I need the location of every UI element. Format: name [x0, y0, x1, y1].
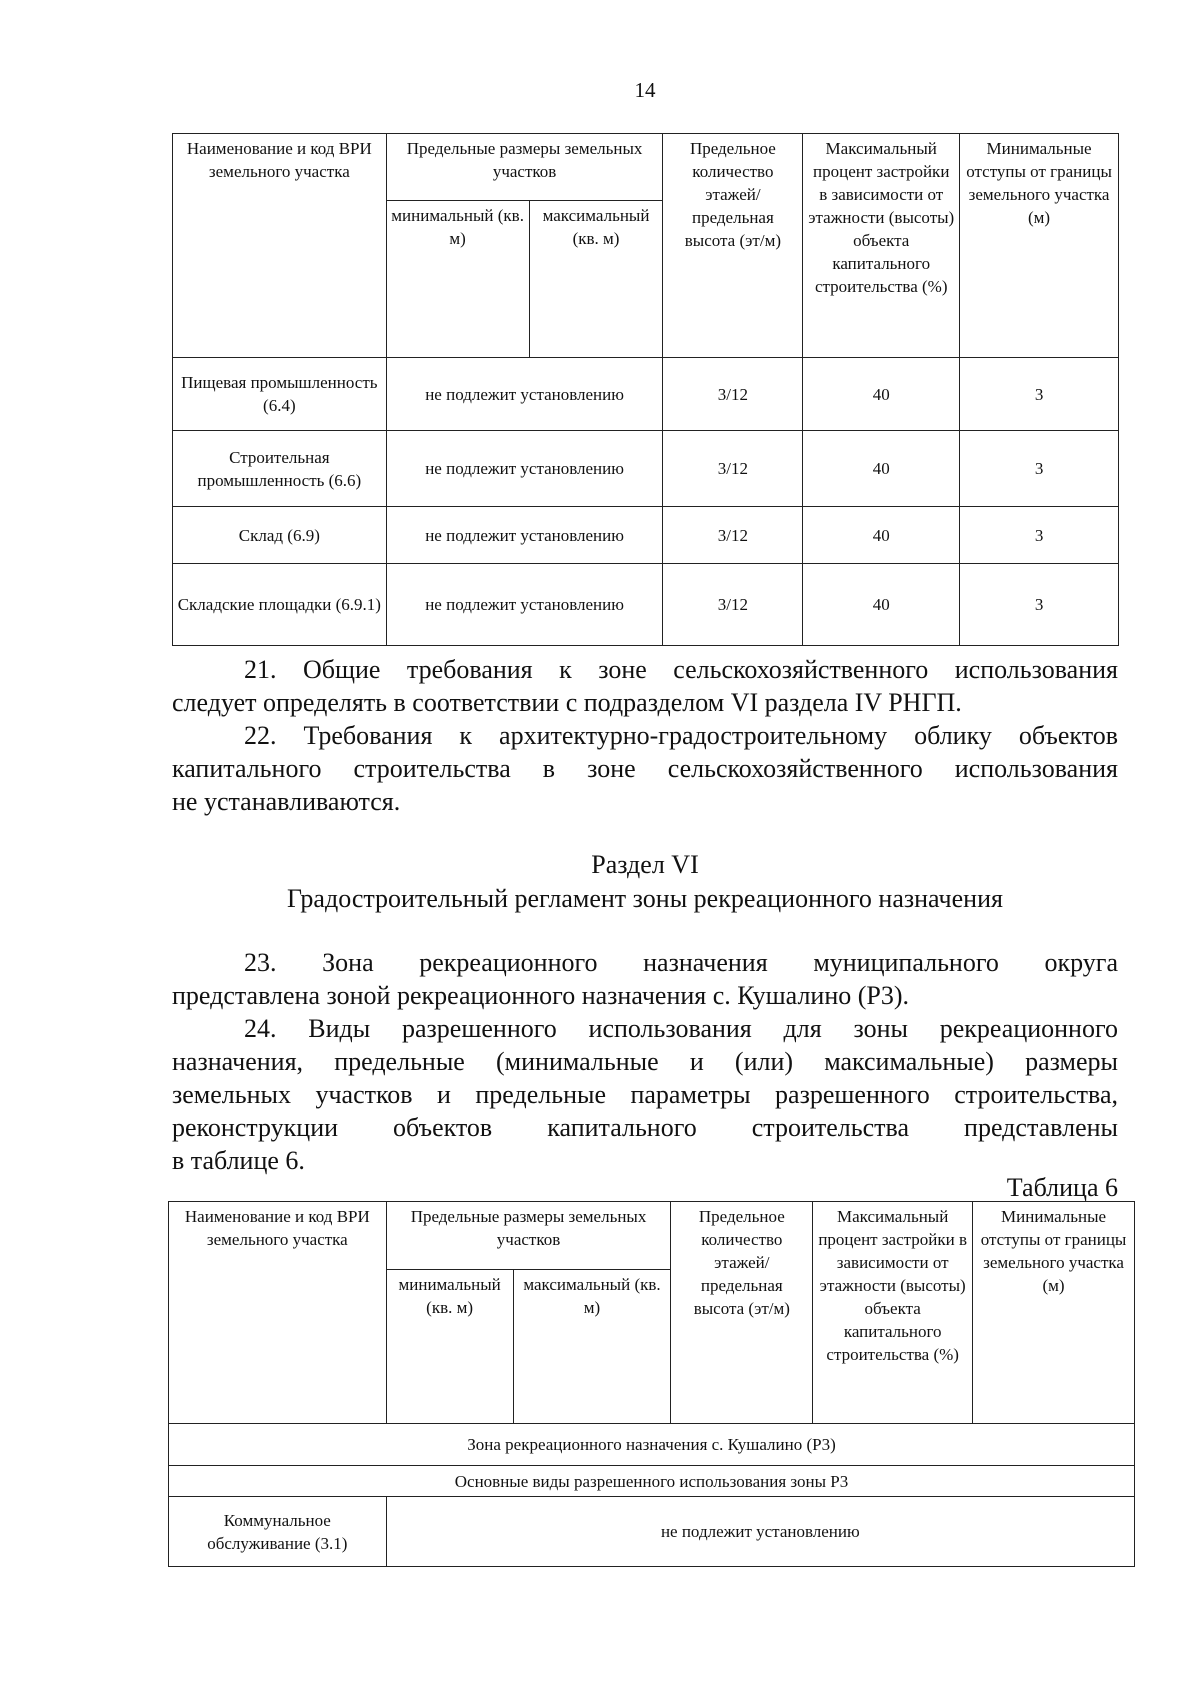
table-row — [173, 431, 1119, 507]
cell-name: Склад (6.9) — [173, 507, 387, 564]
table-row — [173, 358, 1119, 431]
paragraph-line: в таблице 6. — [172, 1146, 305, 1175]
cell-name: Складские площадки (6.9.1) — [173, 564, 387, 646]
cell-setback: 3 — [960, 564, 1119, 646]
section-label: Раздел VI — [591, 850, 699, 879]
cell-percent: 40 — [803, 431, 960, 507]
paragraph-23 — [172, 946, 1118, 1012]
cell-floors: 3/12 — [663, 564, 803, 646]
paragraph-line: назначения, предельные (минимальные и (или) максимальные) размеры — [172, 1047, 1118, 1076]
cell-name: Строительная промышленность (6.6) — [173, 431, 387, 507]
cell-percent: 40 — [803, 564, 960, 646]
cell-sizes: не подлежит установлению — [386, 431, 663, 507]
header-min: минимальный (кв. м) — [386, 1270, 513, 1424]
cell-percent: 40 — [803, 507, 960, 564]
main-uses-row: Основные виды разрешенного использования зоны Р3 — [169, 1466, 1135, 1497]
table-row — [169, 1497, 1135, 1567]
header-setback: Минимальные отступы от границы земельного участка (м) — [973, 1202, 1135, 1424]
header-max: максимальный (кв. м) — [529, 201, 663, 358]
cell-sizes: не подлежит установлению — [386, 507, 663, 564]
paragraph-line: 21. Общие требования к зоне сельскохозяйственного использования — [244, 655, 1118, 684]
header-floors: Предельное количество этажей/ предельная высота (эт/м) — [671, 1202, 813, 1424]
paragraph-line: не устанавливаются. — [172, 787, 401, 816]
paragraph-line: реконструкции объектов капитального строительства представлены — [172, 1113, 1118, 1142]
table-6 — [168, 1201, 1135, 1567]
cell-name: Пищевая промышленность (6.4) — [173, 358, 387, 431]
paragraph-21 — [172, 653, 1118, 719]
paragraph-line: капитального строительства в зоне сельскохозяйственного использования — [172, 754, 1118, 783]
cell-floors: 3/12 — [663, 358, 803, 431]
table-zone-regulations — [172, 133, 1119, 646]
cell-sizes: не подлежит установлению — [386, 564, 663, 646]
page-number: 14 — [634, 78, 656, 102]
cell-floors: 3/12 — [663, 507, 803, 564]
table-caption: Таблица 6 — [1006, 1173, 1118, 1202]
cell-setback: 3 — [960, 507, 1119, 564]
header-name: Наименование и код ВРИ земельного участка — [173, 134, 387, 358]
header-setback: Минимальные отступы от границы земельного участка (м) — [960, 134, 1119, 358]
paragraph-line: представлена зоной рекреационного назначения с. Кушалино (Р3). — [172, 981, 910, 1010]
cell-name: Коммунальное обслуживание (3.1) — [169, 1497, 387, 1567]
cell-setback: 3 — [960, 358, 1119, 431]
header-min: минимальный (кв. м) — [386, 201, 529, 358]
header-max: максимальный (кв. м) — [513, 1270, 671, 1424]
paragraph-line: 24. Виды разрешенного использования для зоны рекреационного — [244, 1014, 1118, 1043]
section-title: Градостроительный регламент зоны рекреационного назначения — [287, 884, 1003, 913]
table-row — [173, 564, 1119, 646]
paragraph-24 — [172, 1012, 1118, 1177]
paragraph-line: 22. Требования к архитектурно-градостроительному облику объектов — [244, 721, 1118, 750]
cell-percent: 40 — [803, 358, 960, 431]
cell-sizes: не подлежит установлению — [386, 358, 663, 431]
paragraph-line: земельных участков и предельные параметры разрешенного строительства, — [172, 1080, 1118, 1109]
header-sizes: Предельные размеры земельных участков — [386, 134, 663, 201]
cell-value: не подлежит установлению — [386, 1497, 1134, 1567]
cell-setback: 3 — [960, 431, 1119, 507]
header-percent: Максимальный процент застройки в зависимости от этажности (высоты) объекта капитального строительства (%) — [803, 134, 960, 358]
header-name: Наименование и код ВРИ земельного участка — [169, 1202, 387, 1424]
paragraph-line: следует определять в соответствии с подразделом VI раздела IV РНГП. — [172, 688, 962, 717]
zone-row: Зона рекреационного назначения с. Кушалино (Р3) — [169, 1424, 1135, 1466]
cell-floors: 3/12 — [663, 431, 803, 507]
header-floors: Предельное количество этажей/ предельная высота (эт/м) — [663, 134, 803, 358]
paragraph-line: 23. Зона рекреационного назначения муниципального округа — [244, 948, 1118, 977]
header-percent: Максимальный процент застройки в зависимости от этажности (высоты) объекта капитального строительства (%) — [813, 1202, 973, 1424]
paragraph-22 — [172, 719, 1118, 818]
header-sizes: Предельные размеры земельных участков — [386, 1202, 671, 1270]
table-row — [173, 507, 1119, 564]
